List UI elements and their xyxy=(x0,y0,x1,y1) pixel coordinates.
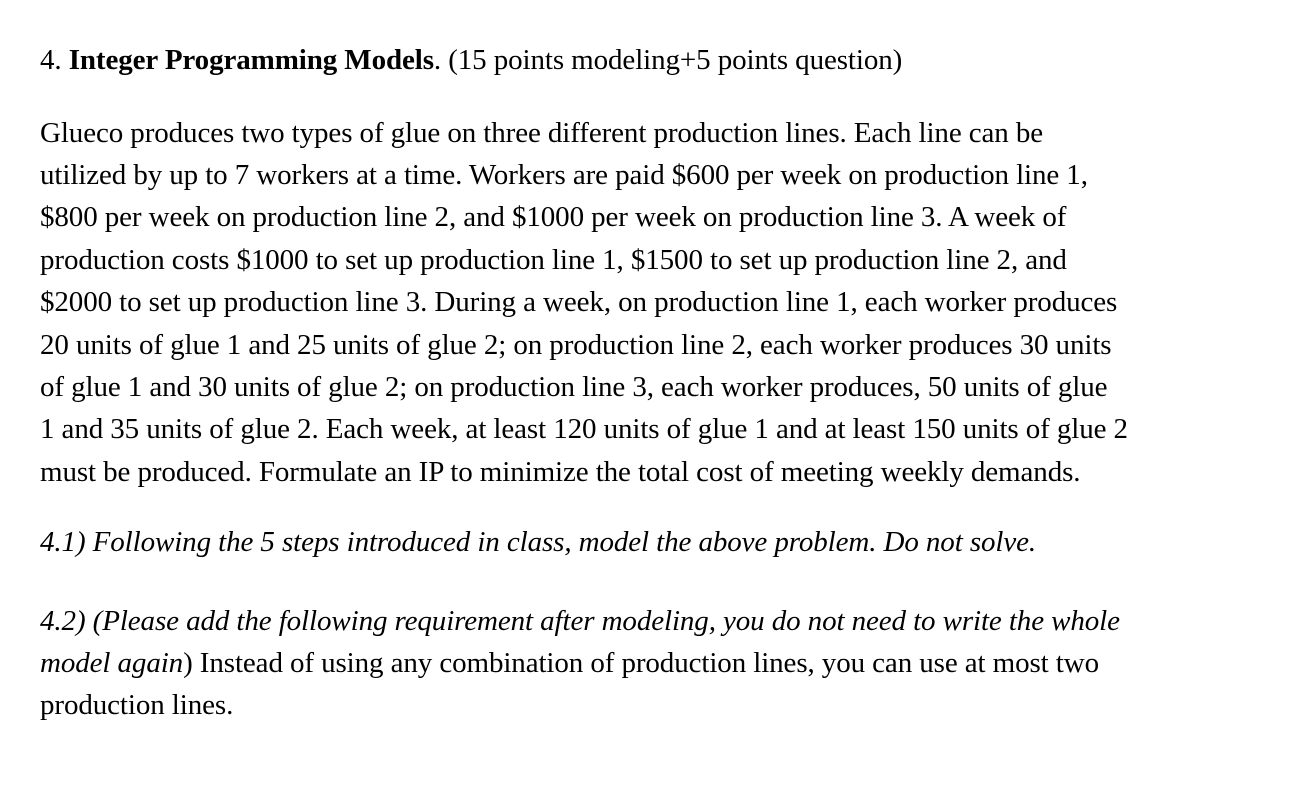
question-points: . (15 points modeling+5 points question) xyxy=(433,44,903,76)
body-line: $800 per week on production line 2, and $1000 per week on production line 3. A week of xyxy=(40,201,1067,233)
question-heading xyxy=(40,39,902,81)
question-title: Integer Programming Models xyxy=(68,44,434,76)
question-number: 4. xyxy=(40,44,69,76)
part-4-2-line xyxy=(40,642,1099,684)
body-line: 1 and 35 units of glue 2. Each week, at least 120 units of glue 1 and at least 150 units of glue 2 xyxy=(40,413,1128,445)
body-line: must be produced. Formulate an IP to minimize the total cost of meeting weekly demands. xyxy=(40,456,1081,488)
part-4-2-line: production lines. xyxy=(40,689,234,721)
body-line: 20 units of glue 1 and 25 units of glue 2; on production line 2, each worker produces 30 units xyxy=(40,329,1112,361)
part-4-1: 4.1) Following the 5 steps introduced in class, model the above problem. Do not solve. xyxy=(40,526,1037,558)
body-line: utilized by up to 7 workers at a time. Workers are paid $600 per week on production line 1, xyxy=(40,159,1088,191)
part-4-2-italic: model again xyxy=(40,647,184,679)
body-line: of glue 1 and 30 units of glue 2; on production line 3, each worker produces, 50 units of glue xyxy=(40,371,1108,403)
body-line: Glueco produces two types of glue on three different production lines. Each line can be xyxy=(40,117,1044,149)
part-4-2-line: 4.2) (Please add the following requirement after modeling, you do not need to write the whole xyxy=(40,605,1120,637)
body-line: production costs $1000 to set up production line 1, $1500 to set up production line 2, and xyxy=(40,244,1067,276)
part-4-2-text: ) Instead of using any combination of production lines, you can use at most two xyxy=(183,647,1099,679)
body-line: $2000 to set up production line 3. During a week, on production line 1, each worker produces xyxy=(40,286,1118,318)
